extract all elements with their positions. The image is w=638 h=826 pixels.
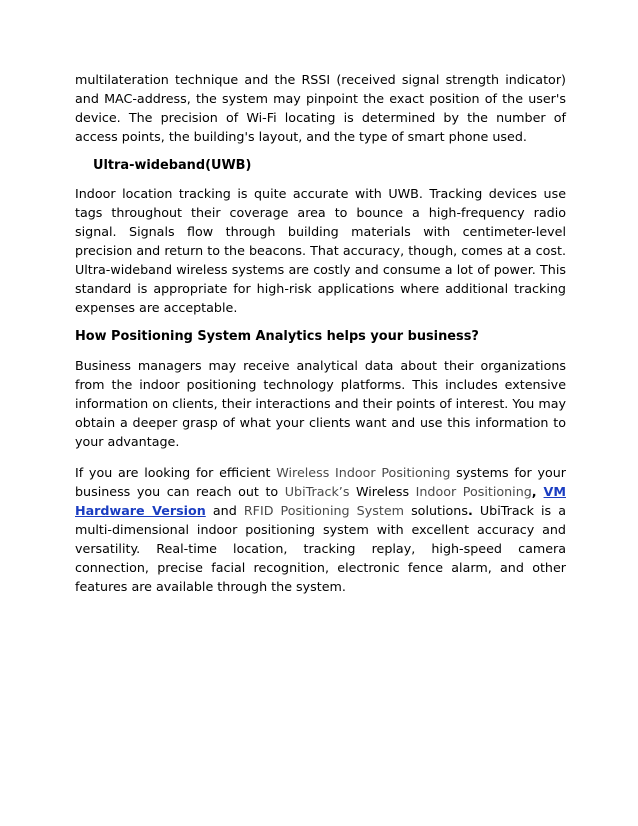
closing-period: .	[467, 503, 473, 518]
closing-text-2: systems for your business you can reach out to	[75, 465, 567, 499]
closing-comma: ,	[531, 484, 544, 499]
intro-paragraph: multilateration technique and the RSSI (received signal strength indicator) and MAC-address, the system may pinpoint the exact position of the user's device. The precision of Wi-Fi locating is determined by the number of access points, the building's layout, and the type of smart phone used.	[75, 72, 566, 144]
closing-text-1: If you are looking for efficient	[75, 465, 277, 480]
analytics-heading: How Positioning System Analytics helps your business?	[75, 329, 479, 344]
analytics-paragraph: Business managers may receive analytical data about their organizations from the indoor positioning technology platforms. This includes extensive information on clients, their interactions and their points of interest. You may obtain a deeper grasp of what your clients want and use this information to your advantage.	[75, 358, 566, 449]
rfid-positioning-system-text: RFID Positioning System	[243, 503, 404, 518]
uwb-paragraph: Indoor location tracking is quite accurate with UWB. Tracking devices use tags throughout their coverage area to bounce a high-frequency radio signal. Signals flow through building materials with centimeter-level precision and return to the beacons. That accuracy, though, comes at a cost. Ultra-wideband wireless systems are costly and consume a lot of power. This standard is appropriate for high-risk applications where additional tracking expenses are acceptable.	[75, 186, 566, 315]
closing-text-3: Wireless	[349, 484, 416, 499]
uwb-heading: Ultra-wideband(UWB)	[93, 158, 252, 173]
ubitrack-text: UbiTrack’s	[284, 484, 350, 499]
indoor-positioning-text: Indoor Positioning	[415, 484, 532, 499]
closing-paragraph	[75, 463, 566, 596]
closing-text-6: UbiTrack is a multi-dimensional indoor positioning system with excellent accuracy and versatility. Real-time location, tracking replay, high-speed camera connection, precise facial recognition, electronic fence alarm, and other features are available through the system.	[75, 503, 567, 594]
closing-text-4: and	[205, 503, 244, 518]
wireless-indoor-positioning-text: Wireless Indoor Positioning	[276, 465, 451, 480]
vm-hardware-version-link[interactable]: VM Hardware Version	[75, 484, 566, 518]
closing-text-5: solutions	[403, 503, 468, 518]
